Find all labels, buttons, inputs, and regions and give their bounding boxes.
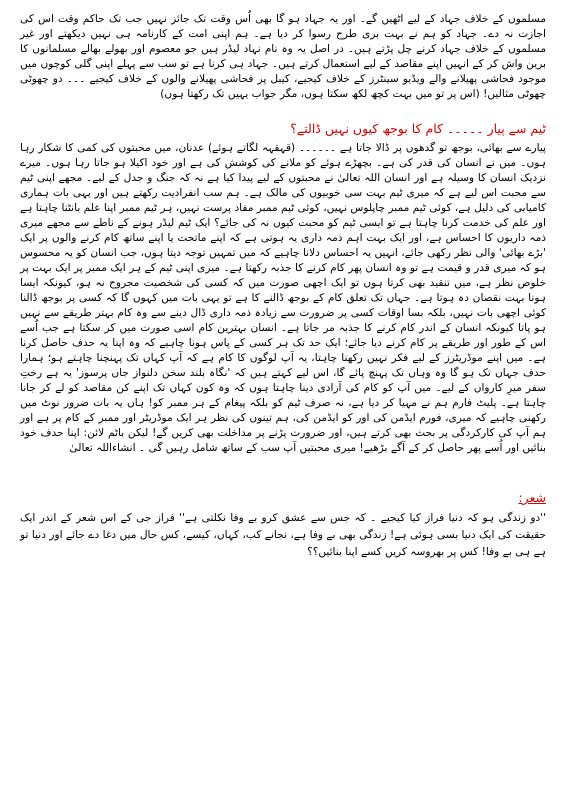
article — [20, 12, 546, 561]
poetry-paragraph: ''دو زندگی ہو کہ دنیا فراز کیا کیجیے ۔ کہ جس سے عشق کرو بے وفا نکلتی ہے'' فراز جی کے اس شعر کے اندر ایک حقیقت کی ایک دنیا بسی ہوئی ہے! زندگی بھی بے وفا ہے، نجانے کب، کہاں، کیسے، کس حال میں دغا دے جائے اور دنیا تو ہے ہی بے وفا! کس پر بھروسہ کریں کسے اپنا بنائیں؟؟ — [20, 512, 546, 558]
section-heading: ٹیم سے پیار ۔۔۔۔۔ کام کا بوجھ کیوں نہیں ڈالتے؟ — [290, 121, 546, 136]
intro-paragraph: مسلموں کے خلاف جہاد کے لیے اٹھیں گے۔ اور یہ جہاد ہو گا بھی اُس وقت تک جائز نہیں جب تک حاکم وقت اس کی اجازت نہ دے۔ جہاد کو ہم نے بہت بری طرح رسوا کر دیا ہے۔ ہم اپنی امت کے کارنامہ ہی نہیں دیکھتے اور غیر مسلموں کے خلاف جہاد کرنے چل پڑتے ہیں۔ در اصل یہ وہ نام نہاد لیڈر ہیں جو معصوم اور بھولے بھالے مسلمانوں کا برین واش کر کے انہیں اپنے مقاصد کے لیے استعمال کرتے ہیں۔ جہاد ہی کرنا ہے تو سب سے پہلے اپنی گلی کوچوں میں موجود فحاشی پھیلانے والے ویڈیو سینٹرز کے خلاف کیجیے، کیبل پر فحاشی پھیلانے والوں کے خلاف کیجیے ۔۔۔ دو چھوٹی چھوٹی مثالیں! (اس پر تو میں بہت کچھ لکھ سکتا ہوں، مگر جواب یہیں تک رکھتا ہوں) — [20, 13, 546, 100]
poetry-heading: شعر: — [518, 490, 546, 505]
section-divider — [20, 456, 546, 490]
section-paragraph: پیارے سے بھائی، بوجھ تو گدھوں پر ڈالا جاتا ہے ۔۔۔۔۔۔ (قہقہہ لگاتے ہوئے) عدنان، میں محبتوں کی کمی کا شکار رہا ہوں۔ میں نے انسان کی قدر کی ہے۔ بچھڑے ہوئے کو ملانے کی کوشش کی ہے اور خود اکیلا ہو جاتا رہا ہوں۔ میرے نزدیک انسان کا وسیلہ ہے اور انسان اللہ تعالیٰ نے محبتوں کے لیے پیدا کیا ہے نہ کہ جنگ و جدل کے لیے۔ مجھے اپنی ٹیم سے محبت اس لیے ہے کہ میری ٹیم بہت سی خوبیوں کی مالک ہے۔ ہم سب انفرادیت رکھتے ہیں اور یہی بات ہماری کامیابی کی دلیل ہے، کوئی ٹیم ممبر چاپلوس نہیں، کوئی ٹیم ممبر مفاد پرست نہیں، ہر ٹیم ممبر اپنا علم بانٹنا چاہتا ہے اور علم کی خدمت کرنا چاہتا ہے تو ایسی ٹیم کو محبت کیوں نہ کی جائے؟ ایک ٹیم لیڈر ہونے کے ناطے سے مجھے میری ذمہ داریوں کا احساس ہے، اور ایک بہت اہم ذمہ داری یہ ہوتی ہے کہ اپنے ماتحت یا اپنے ساتھ کام کرنے والوں پر ایک 'بڑے بھائی' والی نظر رکھی جائے، انہیں یہ احساس دلانا چاہیے کہ میں تمہیں توجہ دیتا ہوں، جب انسان کو یہ محسوس ہو کہ میری قدر و قیمت ہے تو وہ انسان پھر کام کرنے کا جذبہ رکھتا ہے۔ میری اپنی ٹیم کے ہر ایک ممبر پر ایک بہت پر خلوص نظر ہے، میں تنقید بھی کرتا ہوں تو ایک اچھی صورت میں کہ کسی کی شخصیت مجروح نہ ہو، کیونکہ ایسا ہونا بہت نقصان دہ ہوتا ہے۔ جہاں تک تعلق کام کے بوجھ ڈالنے کا ہے تو یہی بات میں کہوں گا کہ کسی پر بوجھ ڈالنا کوئی اچھی بات نہیں، بلکہ بسا اوقات کسی پر ضرورت سے زیادہ ذمہ داری ڈال دینے سے وہ کام بہتر طریقے سے نہیں ہو پاتا کیونکہ انسان کے اندر کام کرنے کا جذبہ مر جاتا ہے۔ انسان بہترین کام اسی صورت میں کر سکتا ہے جب اُسے اس کے طور اور طریقے پر کام کرنے دیا جائے؛ ایک حد تک ہر کسی کے پاس ہونا چاہیے کہ وہ اپنا یہ حدف حاصل کرنا ہے۔ میں اپنے موڈریٹرز کے لیے فکر نہیں رکھنا چاہتا، یہ آپ لوگوں کا کام ہے کہ آپ کہاں تک پہنچنا چاہتے ہو؛ ہمارا حدف جہاں تک ہو گا وہ وہاں تک پہنچ پائے گا، اس لیے کہتے ہیں کہ 'نگاہ بلند سخن دلنواز جاں پرسوز' یہ ہے رختِ سفر میرِ کارواں کے لیے۔ میں آپ کو کام کی آزادی دینا چاہتا ہوں کہ وہ کون کہاں تک اپنے کن مقاصد کو لے کر جانا چاہتا ہے۔ پلیٹ فارم ہم نے مہیا کر دیا ہے، نہ صرف ٹیم کو بلکہ پیغام کے ہر ممبر کو! ہاں یہ بات ضرور نوٹ میں رکھنی چاہیے کہ میری، فورم ایڈمن کی اور کو ایڈمن کی، ہم تینوں کی نظر ہر ایک موڈریٹر اور ممبر کے کام پر ہے اور ہم آپ کی کارکردگی پر بحث بھی کرتے ہیں، اور ضرورت پڑنے پر مداخلت بھی کریں گے! لیکن باٹم لائن: اپنا حدف خود بنائیں اور اُسے پھر حاصل کر کے آگے بڑھیے! میری محبتیں آپ سب کے ساتھ شامل رہیں گی ۔ انشاءاللہ تعالیٰ — [20, 142, 546, 454]
